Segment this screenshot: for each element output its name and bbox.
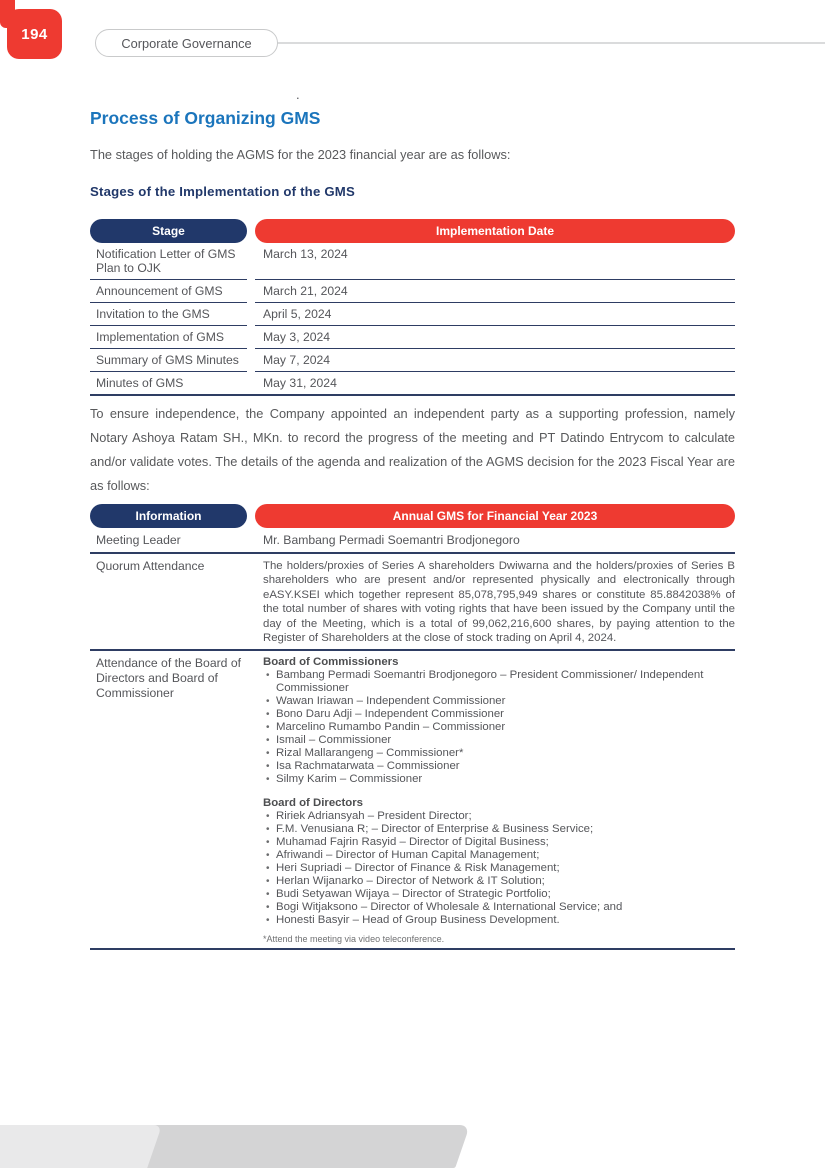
info-label: Quorum Attendance <box>96 559 205 573</box>
list-item: • Afriwandi – Director of Human Capital Management; <box>263 849 735 862</box>
table-row <box>90 651 735 950</box>
stages-table-heading: Stages of the Implementation of the GMS <box>90 184 355 199</box>
list-item: • Wawan Iriawan – Independent Commissioner <box>263 695 735 708</box>
footer-parallelogram-dark <box>133 1125 470 1168</box>
section-tab-label: Corporate Governance <box>121 35 252 51</box>
stage-cell: Invitation to the GMS <box>90 303 247 326</box>
info-label: Attendance of the Board of Directors and Board of Commissioner <box>96 656 242 701</box>
page-number-badge <box>7 9 62 59</box>
date-cell: March 13, 2024 <box>255 243 735 280</box>
independence-paragraph: To ensure independence, the Company appointed an independent party as a supporting profession, namely Notary Ashoya Ratam SH., MKn. to record the progress of the meeting and PT Datindo Entrycom to calculate and/or validate votes. The details of the agenda and realization of the AGMS decision for the 2023 Fiscal Year are as follows: <box>90 406 735 493</box>
list-item: • Marcelino Rumambo Pandin – Commissioner <box>263 721 735 734</box>
list-item: • Budi Setyawan Wijaya – Director of Strategic Portfolio; <box>263 888 735 901</box>
agms-table <box>90 504 735 950</box>
directors-list <box>263 810 735 927</box>
list-item: • Muhamad Fajrin Rasyid – Director of Digital Business; <box>263 836 735 849</box>
stages-col-header-stage: Stage <box>90 219 247 243</box>
section-tab <box>95 29 278 57</box>
directors-heading: Board of Directors <box>263 797 364 810</box>
page-content <box>90 0 735 1000</box>
stage-cell: Announcement of GMS <box>90 280 247 303</box>
commissioners-heading: Board of Commissioners <box>263 656 399 669</box>
list-item: • Bambang Permadi Soemantri Brodjonegoro – President Commissioner/ Independent Commissioner <box>263 669 735 695</box>
list-item: • Rizal Mallarangeng – Commissioner* <box>263 747 735 760</box>
table-row <box>90 528 735 554</box>
date-cell: May 31, 2024 <box>263 376 337 390</box>
table-row <box>90 372 735 396</box>
stage-cell: Minutes of GMS <box>96 376 184 390</box>
date-cell: May 7, 2024 <box>255 349 735 372</box>
info-value: Mr. Bambang Permadi Soemantri Brodjonegoro <box>263 533 520 547</box>
list-item: • Ririek Adriansyah – President Director; <box>263 810 735 823</box>
stage-cell: Notification Letter of GMS Plan to OJK <box>90 243 247 280</box>
attendance-content <box>255 656 735 944</box>
table-row <box>90 243 735 280</box>
info-label: Meeting Leader <box>96 533 181 547</box>
intro-paragraph: The stages of holding the AGMS for the 2023 financial year are as follows: <box>90 147 511 162</box>
page-title: Process of Organizing GMS <box>90 108 321 128</box>
table-footnote: *Attend the meeting via video teleconference. <box>263 934 445 945</box>
list-item: • Bogi Witjaksono – Director of Wholesale & International Service; and <box>263 901 735 914</box>
date-cell: May 3, 2024 <box>255 326 735 349</box>
list-item: • Herlan Wijanarko – Director of Network & IT Solution; <box>263 875 735 888</box>
footer-parallelogram-light <box>0 1125 162 1168</box>
agms-table-header <box>90 504 735 528</box>
date-cell: April 5, 2024 <box>255 303 735 326</box>
list-item: • F.M. Venusiana R; – Director of Enterprise & Business Service; <box>263 823 735 836</box>
agms-col-header-value: Annual GMS for Financial Year 2023 <box>255 504 735 528</box>
list-item: • Bono Daru Adji – Independent Commissioner <box>263 708 735 721</box>
list-item: • Heri Supriadi – Director of Finance & Risk Management; <box>263 862 735 875</box>
stages-table-header <box>90 219 735 243</box>
stray-mark: . <box>296 87 300 102</box>
table-row <box>90 554 735 651</box>
table-row <box>90 280 735 303</box>
info-value: The holders/proxies of Series A shareholders Dwiwarna and the holders/proxies of Series B shareholders who are present and/or represented physically and electronically through eASY.KSEI which together represent 85,078,795,949 shares or constitute 85.8842038% of the total number of shares with voting rights that have been issued by the Company until the day of the Meeting, which is a total of 99,062,216,600 shares, by paying attention to the Register of Shareholders at the close of stock trading on April 4, 2024. <box>263 560 735 645</box>
stage-cell: Summary of GMS Minutes <box>90 349 247 372</box>
date-cell: March 21, 2024 <box>255 280 735 303</box>
directors-block <box>263 797 735 927</box>
table-row <box>90 326 735 349</box>
list-item: • Silmy Karim – Commissioner <box>263 773 735 786</box>
stage-cell: Implementation of GMS <box>90 326 247 349</box>
list-item: • Ismail – Commissioner <box>263 734 735 747</box>
agms-col-header-information: Information <box>90 504 247 528</box>
table-row <box>90 303 735 326</box>
commissioners-list <box>263 669 735 786</box>
page-number: 194 <box>21 25 48 43</box>
list-item: • Isa Rachmatarwata – Commissioner <box>263 760 735 773</box>
list-item: • Honesti Basyir – Head of Group Business Development. <box>263 914 735 927</box>
table-row <box>90 349 735 372</box>
stages-table <box>90 219 735 396</box>
stages-col-header-date: Implementation Date <box>255 219 735 243</box>
